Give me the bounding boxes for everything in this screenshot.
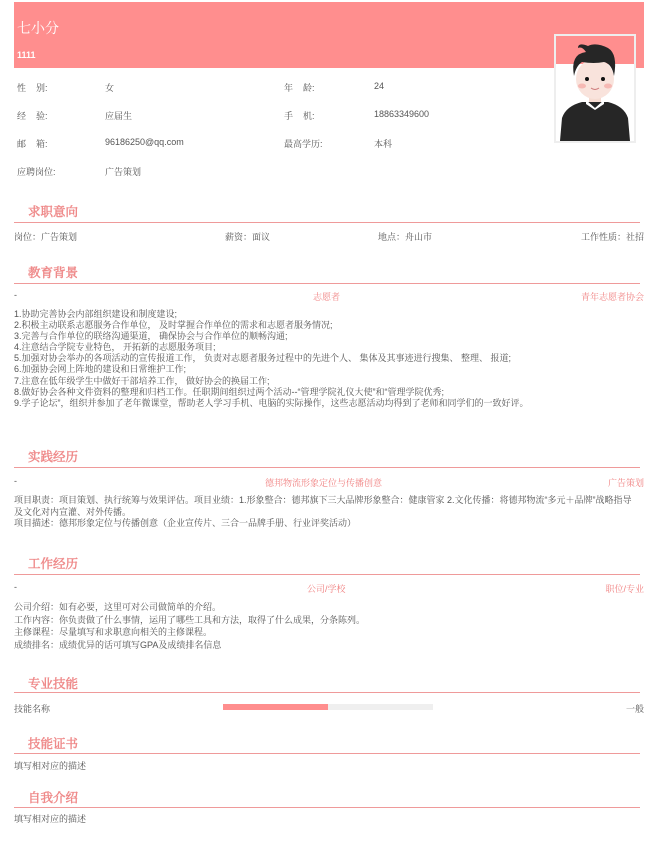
edu-description (14, 309, 644, 409)
work-role: 职位/专业 (605, 584, 644, 594)
self-intro-text: 填写相对应的描述 (14, 814, 87, 824)
gender-label: 性 别: (17, 83, 48, 93)
phone-label: 手 机: (284, 111, 315, 121)
work-line: 工作内容：你负责做了什么事情，运用了哪些工具和方法，取得了什么成果，分条陈列。 (14, 614, 366, 625)
age-label: 年 龄: (284, 83, 315, 93)
practice-dash: - (14, 476, 17, 486)
edu-line: 1.协助完善协会内部组织建设和制度建设; (14, 309, 178, 319)
edu-line: 2.积极主动联系志愿服务合作单位， 及时掌握合作单位的需求和志愿者服务情况; (14, 320, 333, 331)
divider (14, 467, 640, 468)
intent-salary: 薪资：面议 (225, 232, 271, 242)
gender-value: 女 (105, 83, 115, 93)
work-description (14, 601, 644, 651)
edu-line: 7.注意在低年级学生中做好干部培养工作， 做好协会的换届工作; (14, 375, 270, 386)
experience-value: 应届生 (105, 111, 133, 121)
edu-role: 志愿者 (313, 292, 341, 302)
skill-progress-bar (223, 704, 433, 710)
divider (14, 753, 640, 754)
work-dash: - (14, 582, 17, 592)
resume-header (14, 2, 644, 68)
practice-line: 项目描述：德邦形象定位与传播创意（企业宣传片、三合一品牌手册、行业评奖活动） (14, 518, 357, 528)
certificates-text: 填写相对应的描述 (14, 761, 87, 771)
practice-line: 项目职责：项目策划、执行统筹与效果评估。项目业绩：1.形象整合：德邦旗下三大品牌形象整合：健康管家 2.文化传播：将德邦物流“多元＋品牌”战略指导及文化对内宣灌、对外传播。 (14, 495, 632, 517)
age-value: 24 (374, 81, 385, 91)
section-title: 教育背景 (28, 266, 79, 280)
candidate-name: 七小分 (17, 20, 59, 36)
section-title: 工作经历 (28, 557, 79, 571)
divider (14, 574, 640, 575)
skill-level: 一般 (625, 704, 644, 714)
edu-line: 6.加强协会网上阵地的建设和日常维护工作; (14, 364, 187, 375)
divider (14, 222, 640, 223)
section-title: 求职意向 (28, 205, 79, 219)
skill-name: 技能名称 (14, 704, 51, 714)
divider (14, 692, 640, 693)
section-title: 技能证书 (28, 737, 79, 751)
edu-line: 9.学子论坛”，组织并参加了老年微课堂，帮助老人学习手机、电脑的实际操作，这些志愿活动均得到了老师和同学们的一致好评。 (14, 397, 529, 408)
cartoon-man-avatar-icon (556, 36, 634, 141)
edu-line: 4.注意结合学院专业特色， 开拓新的志愿服务项目; (14, 342, 216, 353)
edu-line: 5.加强对协会举办的各项活动的宣传报道工作， 负责对志愿者服务过程中的先进个人、 集体及其事迹进行搜集、 整理、 报道; (14, 353, 512, 364)
work-line: 主修课程：尽量填写和求职意向相关的主修课程。 (14, 627, 213, 637)
section-title: 实践经历 (28, 450, 79, 464)
education-label: 最高学历: (284, 139, 323, 149)
experience-label: 经 验: (17, 111, 48, 121)
divider (14, 807, 640, 808)
phone-value: 18863349600 (374, 109, 430, 119)
email-value: 96186250@qq.com (105, 137, 184, 147)
practice-project: 德邦物流形象定位与传播创意 (265, 478, 383, 488)
edu-org: 青年志愿者协会 (580, 292, 644, 302)
work-company: 公司/学校 (307, 584, 346, 594)
edu-line: 3.完善与合作单位的联络沟通渠道， 确保协会与合作单位的顺畅沟通; (14, 331, 288, 342)
education-value: 本科 (374, 139, 393, 149)
section-title: 自我介绍 (28, 791, 79, 805)
edu-line: 8.做好协会各种文件资料的整理和归档工作。任职期间组织过两个活动--“管理学院礼仪大使”和“管理学院优秀; (14, 386, 444, 397)
edu-dash: - (14, 290, 17, 300)
avatar (554, 34, 636, 143)
skill-progress-fill (223, 704, 328, 710)
practice-role: 广告策划 (607, 478, 644, 488)
work-line: 成绩排名：成绩优异的话可填写GPA及成绩排名信息 (14, 639, 222, 650)
practice-description (14, 495, 639, 530)
section-title: 专业技能 (28, 677, 79, 691)
work-line: 公司介绍：如有必要，这里可对公司做简单的介绍。 (14, 602, 222, 612)
header-subtitle: 1111 (17, 50, 36, 60)
position-label: 应聘岗位: (17, 167, 56, 177)
position-value: 广告策划 (105, 167, 142, 177)
intent-type: 工作性质：社招 (580, 232, 644, 242)
intent-position: 岗位：广告策划 (14, 232, 78, 242)
email-label: 邮 箱: (17, 139, 48, 149)
divider (14, 283, 640, 284)
intent-location: 地点：舟山市 (378, 232, 433, 242)
